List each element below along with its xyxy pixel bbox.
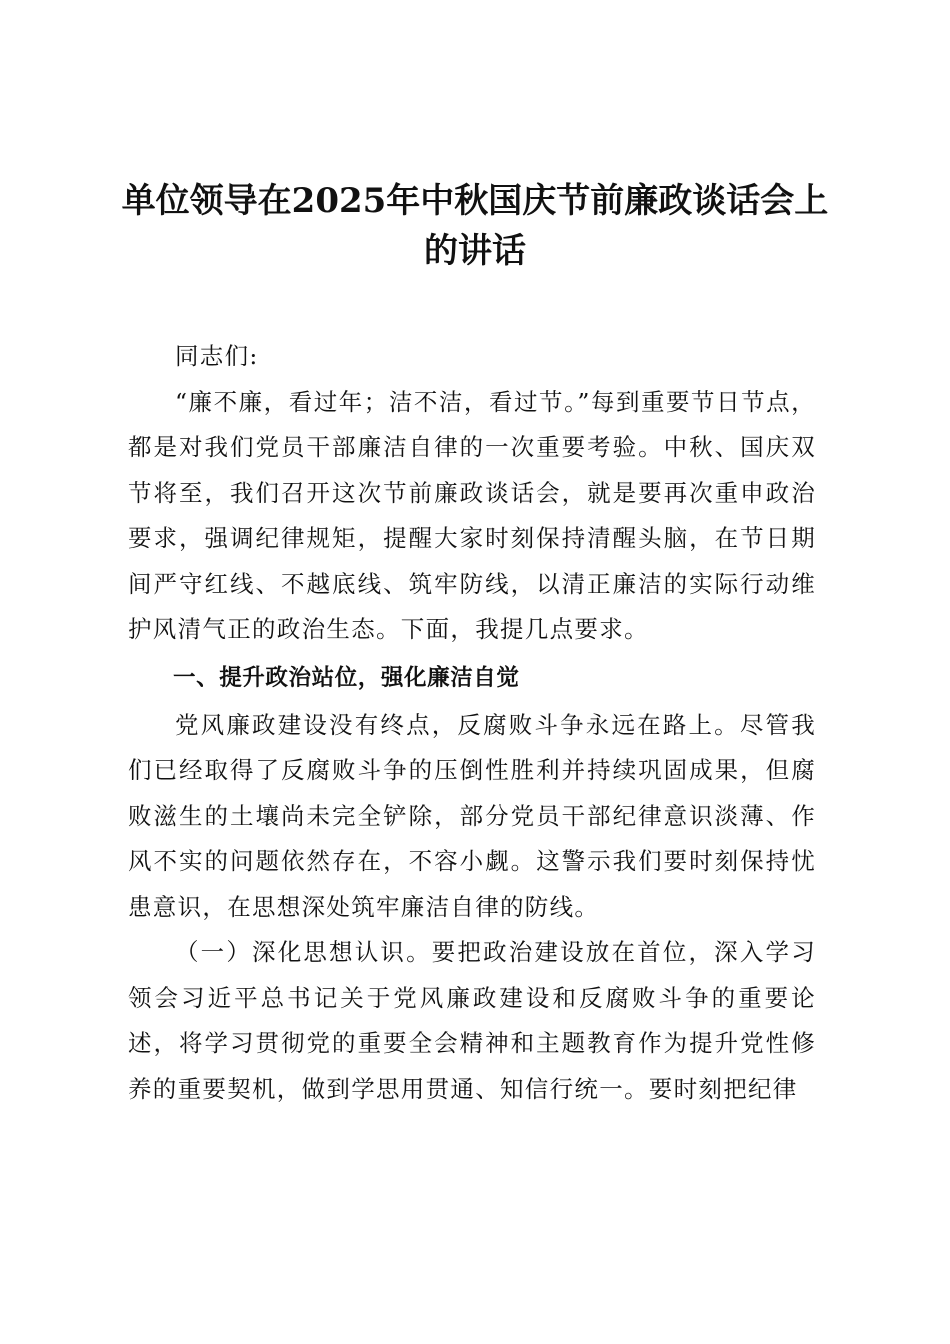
greeting: 同志们: [175,342,259,370]
document-body [128,334,816,1112]
section1-paragraph-2: （一）深化思想认识。要把政治建设放在首位，深入学习领会习近平总书记关于党风廉政建设和反腐败斗争的重要论述，将学习贯彻党的重要全会精神和主题教育作为提升党性修养的重要契机，做到学思用贯通、知信行统一。要时刻把纪律 [128,938,816,1103]
section1-paragraph-1: 党风廉政建设没有终点，反腐败斗争永远在路上。尽管我们已经取得了反腐败斗争的压倒性胜利并持续巩固成果，但腐败滋生的土壤尚未完全铲除，部分党员干部纪律意识淡薄、作风不实的问题依然存在，不容小觑。这警示我们要时刻保持忧患意识，在思想深处筑牢廉洁自律的防线。 [128,710,816,921]
document-title: 单位领导在2025年中秋国庆节前廉政谈话会上的讲话 [121,181,829,271]
intro-paragraph: “廉不廉，看过年；洁不洁，看过节。”每到重要节日节点，都是对我们党员干部廉洁自律的一次重要考验。中秋、国庆双节将至，我们召开这次节前廉政谈话会，就是要再次重申政治要求，强调纪律规矩，提醒大家时刻保持清醒头脑，在节日期间严守红线、不越底线、筑牢防线，以清正廉洁的实际行动维护风清气正的政治生态。下面，我提几点要求。 [128,387,816,643]
section-heading-1: 一、提升政治站位，强化廉洁自觉 [173,664,520,691]
